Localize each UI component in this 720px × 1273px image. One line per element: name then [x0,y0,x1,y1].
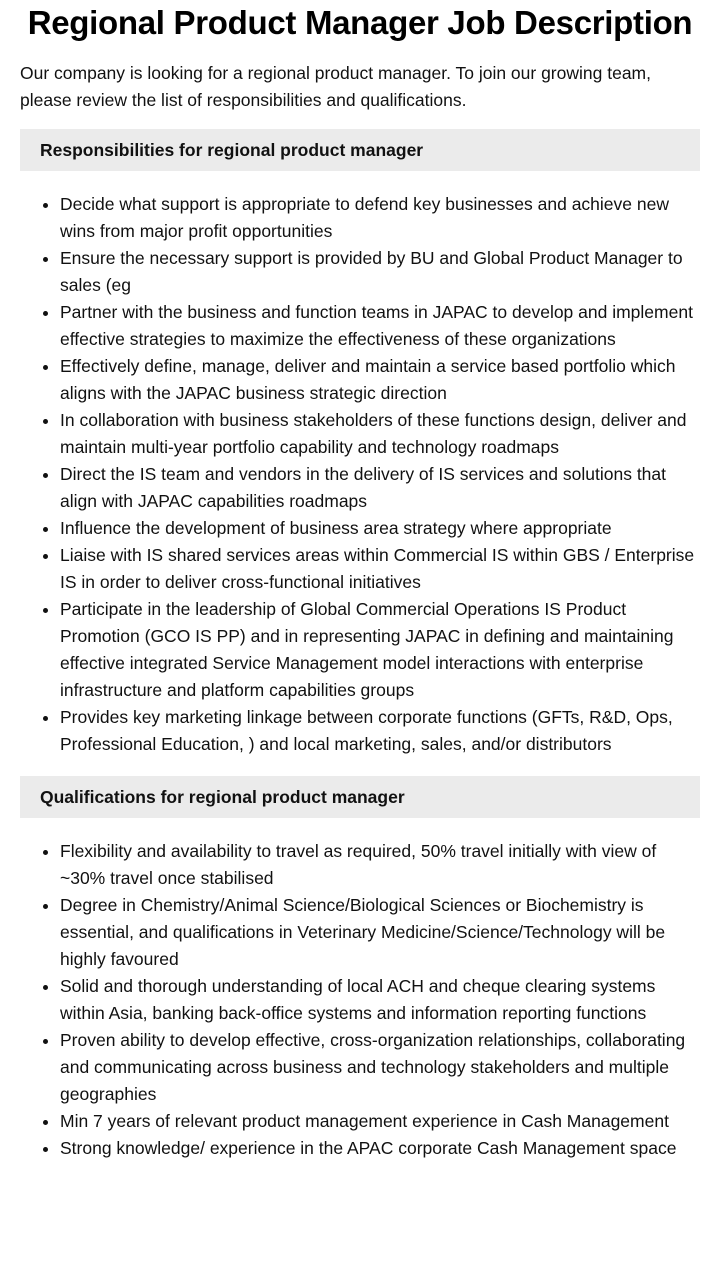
list-item: Min 7 years of relevant product management experience in Cash Management [60,1108,700,1135]
list-item: Influence the development of business area strategy where appropriate [60,515,700,542]
list-item: In collaboration with business stakeholders of these functions design, deliver and maintain multi-year portfolio capability and technology roadmaps [60,407,700,461]
list-item: Degree in Chemistry/Animal Science/Biological Sciences or Biochemistry is essential, and qualifications in Veterinary Medicine/Science/Technology will be highly favoured [60,892,700,973]
list-item: Liaise with IS shared services areas within Commercial IS within GBS / Enterprise IS in order to deliver cross-functional initiatives [60,542,700,596]
list-item: Decide what support is appropriate to defend key businesses and achieve new wins from major profit opportunities [60,191,700,245]
qualifications-list [20,838,700,1162]
responsibilities-header: Responsibilities for regional product manager [20,129,700,171]
list-item: Partner with the business and function teams in JAPAC to develop and implement effective strategies to maximize the effectiveness of these organizations [60,299,700,353]
list-item: Participate in the leadership of Global Commercial Operations IS Product Promotion (GCO IS PP) and in representing JAPAC in defining and maintaining effective integrated Service Management model interactions with enterprise infrastructure and platform capabilities groups [60,596,700,704]
list-item: Flexibility and availability to travel as required, 50% travel initially with view of ~30% travel once stabilised [60,838,700,892]
list-item: Strong knowledge/ experience in the APAC corporate Cash Management space [60,1135,700,1162]
intro-paragraph: Our company is looking for a regional product manager. To join our growing team, please review the list of responsibilities and qualifications. [20,63,651,110]
list-item: Direct the IS team and vendors in the delivery of IS services and solutions that align with JAPAC capabilities roadmaps [60,461,700,515]
list-item: Ensure the necessary support is provided by BU and Global Product Manager to sales (eg [60,245,700,299]
list-item: Provides key marketing linkage between corporate functions (GFTs, R&D, Ops, Professional Education, ) and local marketing, sales, and/or distributors [60,704,700,758]
qualifications-header: Qualifications for regional product manager [20,776,700,818]
page-title: Regional Product Manager Job Description [27,4,693,41]
list-item: Effectively define, manage, deliver and maintain a service based portfolio which aligns with the JAPAC business strategic direction [60,353,700,407]
list-item: Solid and thorough understanding of local ACH and cheque clearing systems within Asia, banking back-office systems and information reporting functions [60,973,700,1027]
list-item: Proven ability to develop effective, cross-organization relationships, collaborating and communicating across business and technology stakeholders and multiple geographies [60,1027,700,1108]
responsibilities-list [20,191,700,758]
